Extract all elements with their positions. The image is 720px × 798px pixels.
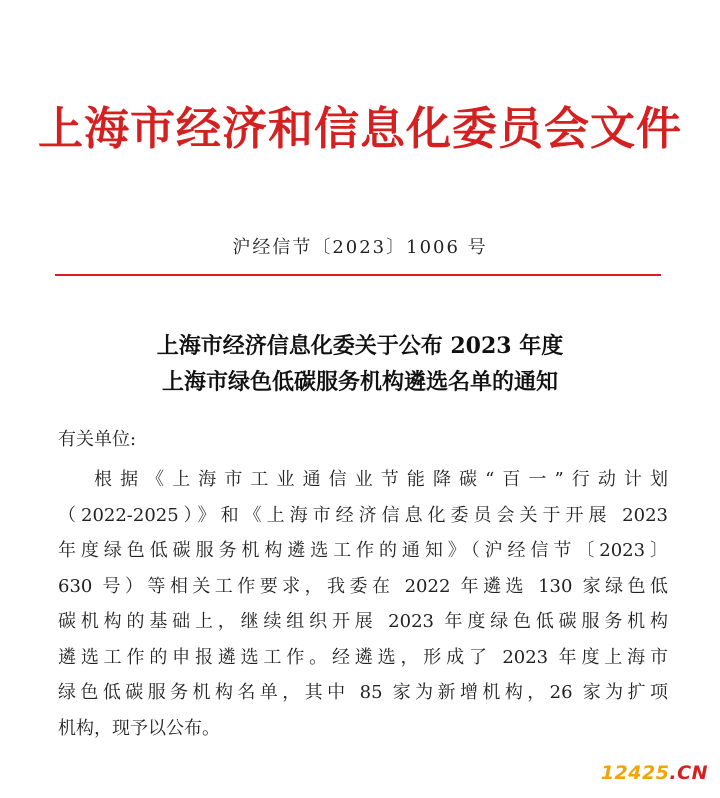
- body-line: 机构，现予以公布。: [58, 717, 220, 739]
- addressee: 有关单位:: [58, 429, 137, 450]
- notice-title-line: 上海市经济信息化委关于公布 2023 年度: [156, 333, 564, 359]
- watermark-number: 12425: [600, 762, 670, 784]
- body-line: （2022-2025）》和《上海市经济信息化委员会关于开展 2023: [58, 504, 668, 526]
- body-line: 根据《上海市工业通信业节能降碳“百一”行动计划: [94, 469, 668, 490]
- body-line: 630 号）等相关工作要求，我委在 2022 年遴选 130 家绿色低: [58, 575, 668, 597]
- site-watermark: [601, 762, 708, 784]
- document-header-title: 上海市经济和信息化委员会文件: [37, 102, 682, 155]
- body-line: 绿色低碳服务机构名单，其中 85 家为新增机构，26 家为扩项: [58, 682, 668, 703]
- body-line: 碳机构的基础上，继续组织开展 2023 年度绿色低碳服务机构: [58, 611, 668, 632]
- header-divider: [55, 274, 661, 276]
- watermark-tld: .CN: [669, 762, 708, 784]
- notice-title-line: 上海市绿色低碳服务机构遴选名单的通知: [161, 369, 558, 395]
- document-number: 沪经信节〔2023〕1006 号: [232, 237, 488, 258]
- notice-title: [0, 328, 720, 400]
- body-line: 遴选工作的申报遴选工作。经遴选，形成了 2023 年度上海市: [58, 646, 668, 668]
- body-paragraph: [58, 462, 668, 746]
- body-line: 年度绿色低碳服务机构遴选工作的通知》（沪经信节〔2023〕: [58, 540, 668, 561]
